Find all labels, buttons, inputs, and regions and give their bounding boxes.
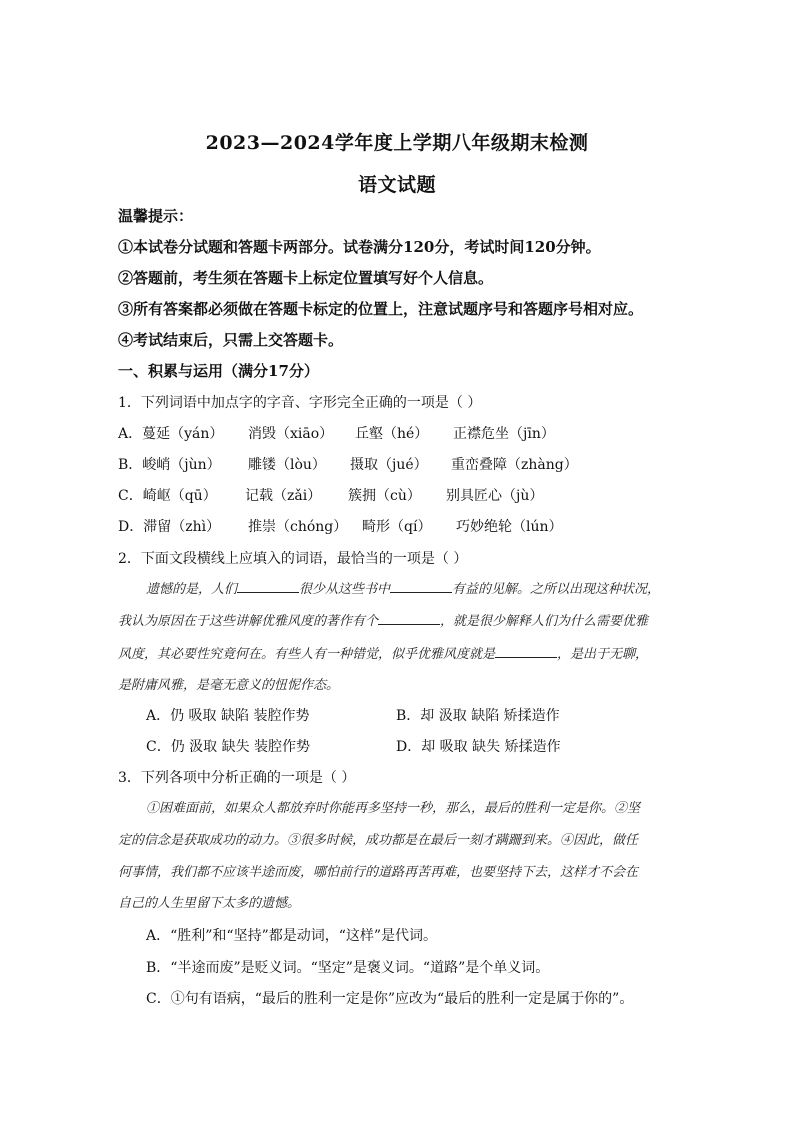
q2-option-d: D．却 吸取 缺失 矫揉造作 bbox=[396, 739, 561, 755]
q1-b-word-3: 摄取（jué） bbox=[350, 457, 428, 473]
q3-option-c: C．①句有语病，“最后的胜利一定是你”应改为“最后的胜利一定是属于你的”。 bbox=[146, 991, 634, 1007]
q2-passage-line-3 bbox=[118, 645, 680, 664]
tip-item-4: ④考试结束后，只需上交答题卡。 bbox=[118, 331, 344, 349]
q1-a-word-2: 消毁（xiāo） bbox=[248, 426, 334, 442]
q1-d-word-3: 畸形（qí） bbox=[362, 519, 432, 535]
exam-subtitle: 语文试题 bbox=[357, 174, 436, 196]
fill-blank-2 bbox=[390, 580, 452, 593]
q3-passage-line-1: ①困难面前，如果众人都放弃时你能再多坚持一秒，那么，最后的胜利一定是你。②坚 bbox=[146, 801, 641, 816]
q2-passage-line-2 bbox=[118, 612, 680, 631]
q1-stem: 1．下列词语中加点字的字音、字形完全正确的一项是（ ） bbox=[118, 395, 482, 411]
q2-option-a: A．仍 吸取 缺陷 装腔作势 bbox=[146, 708, 310, 724]
q2-passage-text: 风度，其必要性究竟何在。有些人有一种错觉，似乎优雅风度就是 bbox=[118, 647, 496, 662]
q1-c-word-2: 记载（zǎi） bbox=[245, 488, 322, 504]
q3-passage-line-4: 自己的人生里留下太多的遗憾。 bbox=[118, 896, 301, 911]
tip-item-1: ①本试卷分试题和答题卡两部分。试卷满分120分，考试时间120分钟。 bbox=[118, 238, 601, 256]
tip-item-3: ③所有答案都必须做在答题卡标定的位置上，注意试题序号和答题序号相对应。 bbox=[118, 300, 644, 318]
fill-blank-1 bbox=[237, 580, 299, 593]
q2-passage-text: 遗憾的是，人们 bbox=[146, 582, 238, 597]
q3-option-b: B．“半途而废”是贬义词。“坚定”是褒义词。“道路”是个单义词。 bbox=[146, 960, 550, 976]
q1-c-word-4: 别具匠心（jù） bbox=[446, 488, 544, 504]
q2-stem: 2．下面文段横线上应填入的词语，最恰当的一项是（ ） bbox=[118, 551, 468, 567]
q1-b-word-1: B．峻峭（jùn） bbox=[118, 457, 221, 473]
fill-blank-3 bbox=[378, 612, 440, 625]
q1-c-word-1: C．崎岖（qū） bbox=[118, 488, 217, 504]
q2-passage-text: 我认为原因在于这些讲解优雅风度的著作有个 bbox=[118, 614, 379, 629]
q3-stem: 3．下列各项中分析正确的一项是（ ） bbox=[118, 770, 356, 786]
exam-title: 2023—2024学年度上学期八年级期末检测 bbox=[205, 132, 589, 154]
q2-passage-line-1 bbox=[118, 580, 680, 599]
q1-b-word-4: 重峦叠障（zhàng） bbox=[451, 457, 578, 473]
q1-d-word-2: 推崇（chóng） bbox=[248, 519, 348, 535]
q1-d-word-4: 巧妙绝轮（lún） bbox=[456, 519, 563, 535]
q2-passage-text: ，就是很少解释人们为什么需要优雅 bbox=[440, 614, 649, 629]
q2-passage-text: 有益的见解。之所以出现这种状况， bbox=[452, 582, 661, 597]
q2-passage-line-4: 是附庸风雅，是毫无意义的忸怩作态。 bbox=[118, 678, 340, 693]
q1-d-word-1: D．滞留（zhì） bbox=[118, 519, 221, 535]
q2-option-b: B．却 汲取 缺陷 矫揉造作 bbox=[396, 708, 560, 724]
q3-passage-line-2: 定的信念是获取成功的动力。③很多时候，成功都是在最后一刻才蹒跚到来。④因此，做任 bbox=[118, 833, 639, 848]
q2-passage-text: 很少从这些书中 bbox=[299, 582, 391, 597]
tip-item-2: ②答题前，考生须在答题卡上标定位置填写好个人信息。 bbox=[118, 269, 494, 287]
q1-b-word-2: 雕镂（lòu） bbox=[248, 457, 326, 473]
q3-option-a: A．“胜利”和“坚持”都是动词，“这样”是代词。 bbox=[146, 928, 438, 944]
q3-passage-line-3: 何事情，我们都不应该半途而废，哪怕前行的道路再苦再难，也要坚持下去，这样才不会在 bbox=[118, 865, 639, 880]
q1-a-word-4: 正襟危坐（jīn） bbox=[453, 426, 555, 442]
q1-c-word-3: 簇拥（cù） bbox=[348, 488, 421, 504]
q2-passage-text: ，是出于无聊， bbox=[557, 647, 649, 662]
fill-blank-4 bbox=[495, 645, 557, 658]
q1-a-word-3: 丘壑（hé） bbox=[355, 426, 429, 442]
tips-heading: 温馨提示： bbox=[118, 207, 194, 225]
section-heading: 一、积累与运用（满分17分） bbox=[118, 362, 319, 380]
q1-a-word-1: A．蔓延（yán） bbox=[118, 426, 224, 442]
q2-option-c: C．仍 汲取 缺失 装腔作势 bbox=[146, 739, 311, 755]
